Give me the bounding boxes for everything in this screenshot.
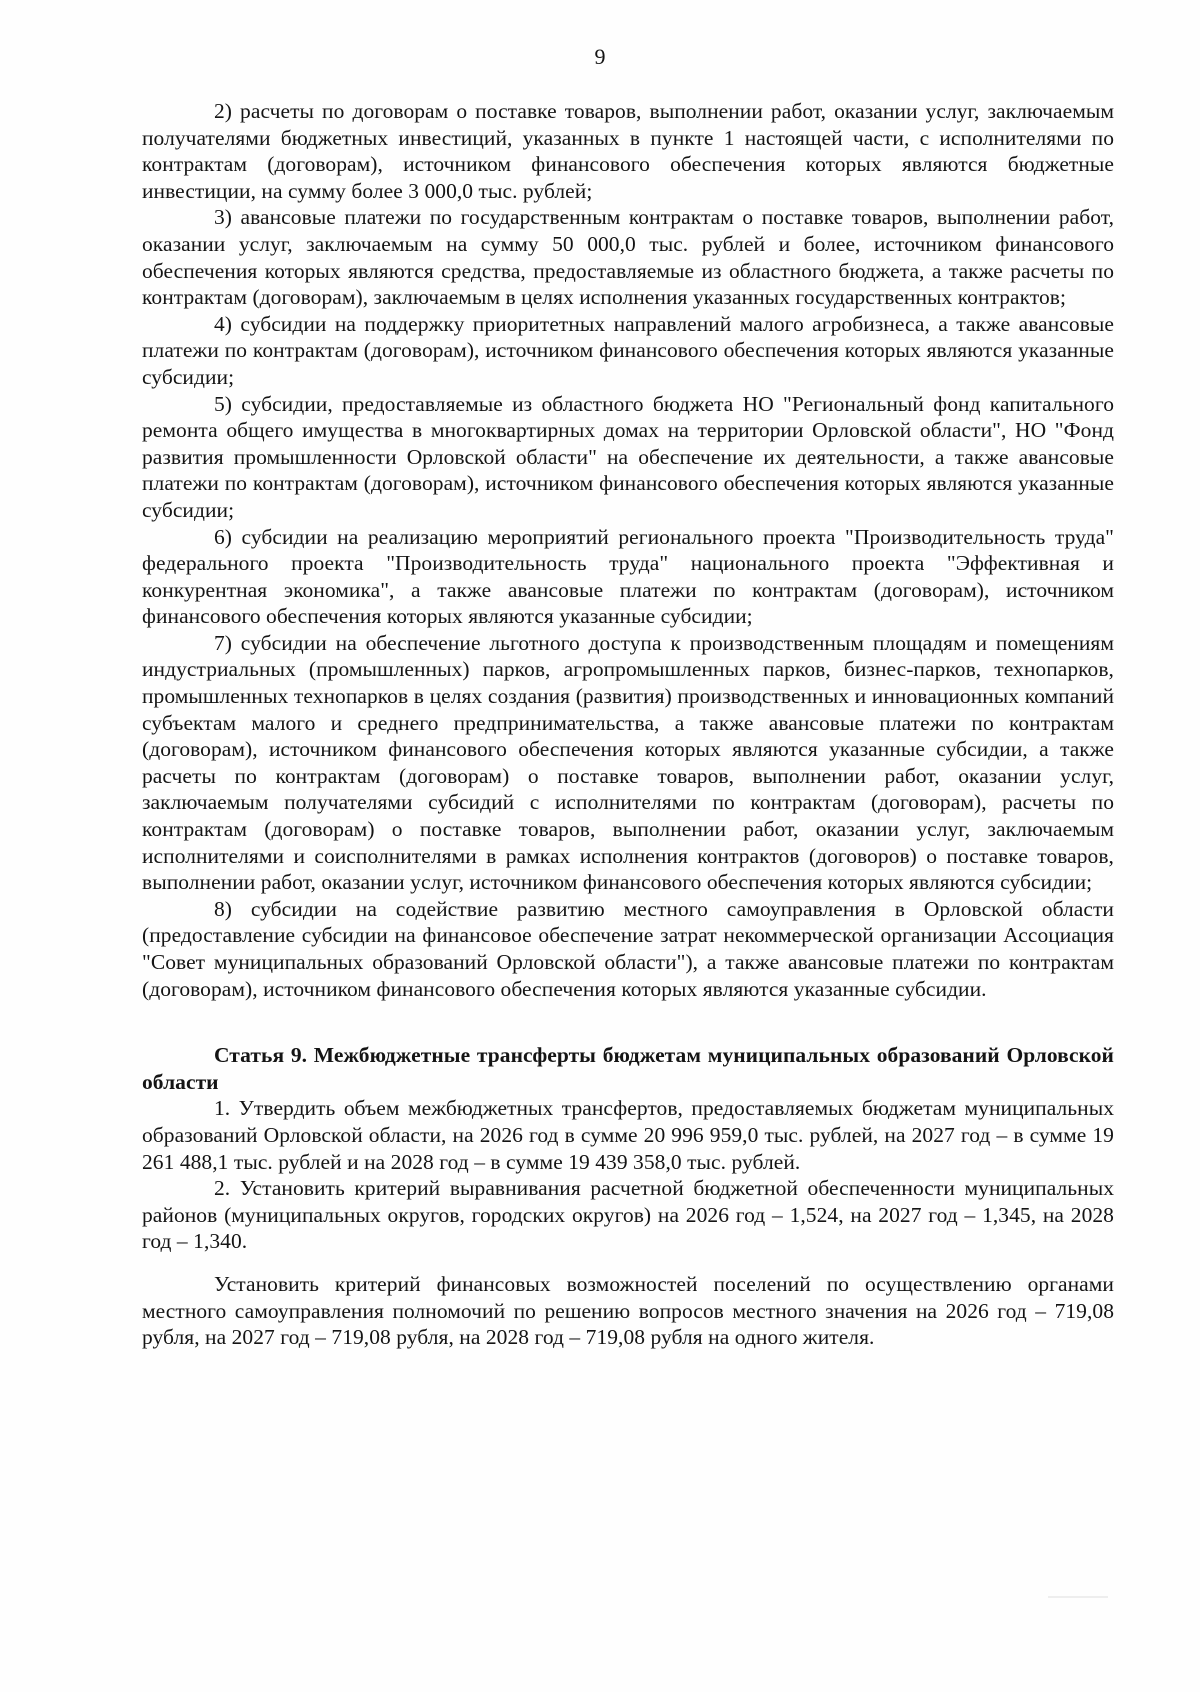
article-9-paragraph-3: Установить критерий финансовых возможностей поселений по осуществлению органами местного самоуправления полномочий по решению вопросов местного значения на 2026 год – 719,08 рубля, на 2027 год – 719,08 рубля, на 2028 год – 719,08 рубля на одного жителя. xyxy=(142,1271,1114,1350)
list-item-4: 4) субсидии на поддержку приоритетных направлений малого агробизнеса, а также авансовые платежи по контрактам (договорам), источником финансового обеспечения которых являются указанные субсидии; xyxy=(142,311,1114,389)
list-item-2: 2) расчеты по договорам о поставке товаров, выполнении работ, оказании услуг, заключаемым получателями бюджетных инвестиций, указанных в пункте 1 настоящей части, с исполнителями по контрактам (договорам), источником финансового обеспечения которых являются бюджетные инвестиции, на сумму более 3 000,0 тыс. рублей; xyxy=(142,99,1114,203)
list-item-5: 5) субсидии, предоставляемые из областного бюджета НО "Региональный фонд капитального ремонта общего имущества в многоквартирных домах на территории Орловской области", НО "Фонд развития промышленности Орловской области" на обеспечение их деятельности, а также авансовые платежи по контрактам (договорам), источником финансового обеспечения которых являются указанные субсидии; xyxy=(142,391,1114,522)
article-9-heading: Статья 9. Межбюджетные трансферты бюджетам муниципальных образований Орловской области xyxy=(142,1043,1114,1094)
list-item-6: 6) субсидии на реализацию мероприятий регионального проекта "Производительность труда" федерального проекта "Производительность труда" национального проекта "Эффективная и конкурентная экономика", а также авансовые платежи по контрактам (договорам), источником финансового обеспечения которых являются указанные субсидии; xyxy=(142,524,1114,629)
list-item-3: 3) авансовые платежи по государственным контрактам о поставке товаров, выполнении работ, оказании услуг, заключаемым на сумму 50 000,0 тыс. рублей и более, источником финансового обеспечения которых являются средства, предоставляемые из областного бюджета, а также расчеты по контрактам (договорам), заключаемым в целях исполнения указанных государственных контрактов; xyxy=(142,205,1114,310)
document-body xyxy=(142,98,1114,1351)
article-9-paragraph-2: 2. Установить критерий выравнивания расчетной бюджетной обеспеченности муниципальных районов (муниципальных округов, городских округов) на 2026 год – 1,524, на 2027 год – 1,345, на 2028 год – 1,340. xyxy=(142,1176,1114,1254)
list-item-8: 8) субсидии на содействие развитию местного самоуправления в Орловской области (предоставление субсидии на финансовое обеспечение затрат некоммерческой организации Ассоциация "Совет муниципальных образований Орловской области"), а также авансовые платежи по контрактам (договорам), источником финансового обеспечения которых являются указанные субсидии. xyxy=(142,896,1114,1001)
scan-artifact xyxy=(1048,1596,1108,1598)
page-number: 9 xyxy=(594,44,606,69)
article-9-paragraph-1: 1. Утвердить объем межбюджетных трансфертов, предоставляемых бюджетам муниципальных образований Орловской области, на 2026 год в сумме 20 996 959,0 тыс. рублей, на 2027 год – в сумме 19 261 488,1 тыс. рублей и на 2028 год – в сумме 19 439 358,0 тыс. рублей. xyxy=(142,1096,1114,1174)
list-item-7: 7) субсидии на обеспечение льготного доступа к производственным площадям и помещениям индустриальных (промышленных) парков, агропромышленных парков, бизнес-парков, технопарков, промышленных технопарков в целях создания (развития) производственных и инновационных компаний субъектам малого и среднего предпринимательства, а также авансовые платежи по контрактам (договорам), источником финансового обеспечения которых являются указанные субсидии, а также расчеты по контрактам (договорам) о поставке товаров, выполнении работ, оказании услуг, заключаемым получателями субсидий с исполнителями по контрактам (договорам), расчеты по контрактам (договорам) о поставке товаров, выполнении работ, оказании услуг, заключаемым исполнителями и соисполнителями в рамках исполнения контрактов (договоров) о поставке товаров, выполнении работ, оказании услуг, источником финансового обеспечения которых являются субсидии; xyxy=(142,630,1114,895)
